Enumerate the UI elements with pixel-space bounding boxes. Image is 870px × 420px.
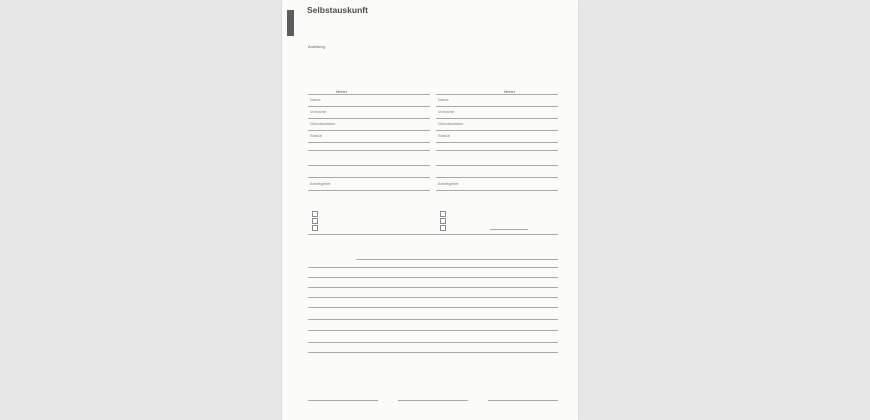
applicant-header-main: Mieter xyxy=(336,89,348,94)
statement-field[interactable] xyxy=(308,352,558,353)
form-page xyxy=(282,0,578,420)
household-checkbox[interactable] xyxy=(312,211,318,217)
field-label-right: Vorname xyxy=(438,109,455,114)
field-label-right: Straße xyxy=(438,133,451,138)
address-field-left[interactable] xyxy=(308,150,430,151)
persons-row[interactable] xyxy=(308,267,558,268)
name-field-left[interactable] xyxy=(308,106,430,107)
signature-field[interactable] xyxy=(398,400,468,401)
applicant-header-co: Mieter xyxy=(504,89,516,94)
employer-field-right[interactable] xyxy=(436,190,558,191)
phone-field-left[interactable] xyxy=(308,165,430,166)
firstname-field-right[interactable] xyxy=(436,118,558,119)
rule xyxy=(436,94,558,95)
field-label-right: Geburtsdatum xyxy=(438,121,464,126)
instructions-heading: Anleitung: xyxy=(308,44,326,49)
household-amount-field[interactable] xyxy=(490,229,528,230)
field-label-right: Arbeitgeber xyxy=(438,181,459,186)
household-checkbox[interactable] xyxy=(312,225,318,231)
household-checkbox[interactable] xyxy=(440,218,446,224)
household-checkbox[interactable] xyxy=(440,225,446,231)
household-checkbox[interactable] xyxy=(440,211,446,217)
household-checkbox[interactable] xyxy=(312,218,318,224)
street-field-left[interactable] xyxy=(308,142,430,143)
statement-field[interactable] xyxy=(308,330,558,331)
statement-field[interactable] xyxy=(308,342,558,343)
profession-field-left[interactable] xyxy=(308,177,430,178)
signature-field[interactable] xyxy=(488,400,558,401)
persons-row[interactable] xyxy=(308,297,558,298)
rule xyxy=(308,94,430,95)
persons-row[interactable] xyxy=(308,287,558,288)
form-title: Selbstauskunft xyxy=(307,5,368,15)
birthdate-field-right[interactable] xyxy=(436,130,558,131)
signature-field[interactable] xyxy=(308,400,378,401)
field-label-left: Geburtsdatum xyxy=(310,121,336,126)
statement-field[interactable] xyxy=(308,319,558,320)
profession-field-right[interactable] xyxy=(436,177,558,178)
name-field-right[interactable] xyxy=(436,106,558,107)
field-label-left: Arbeitgeber xyxy=(310,181,331,186)
persons-row[interactable] xyxy=(308,307,558,308)
field-label-left: Straße xyxy=(310,133,323,138)
employer-field-left[interactable] xyxy=(308,190,430,191)
birthdate-field-left[interactable] xyxy=(308,130,430,131)
street-field-right[interactable] xyxy=(436,142,558,143)
phone-field-right[interactable] xyxy=(436,165,558,166)
rule xyxy=(356,259,558,260)
firstname-field-left[interactable] xyxy=(308,118,430,119)
field-label-left: Vorname xyxy=(310,109,327,114)
rule xyxy=(308,234,558,235)
persons-row[interactable] xyxy=(308,277,558,278)
address-field-right[interactable] xyxy=(436,150,558,151)
field-label-right: Name xyxy=(438,97,449,102)
publisher-logo xyxy=(287,10,294,36)
field-label-left: Name xyxy=(310,97,321,102)
